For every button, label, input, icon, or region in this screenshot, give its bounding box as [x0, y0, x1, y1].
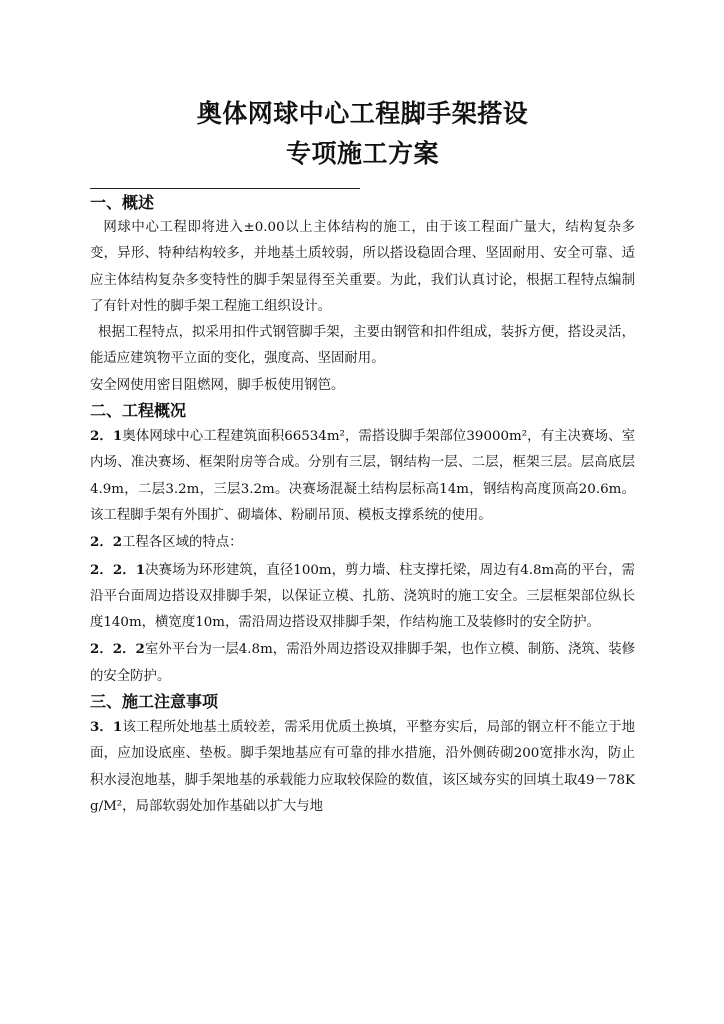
- project-paragraph-2-2-1: [90, 557, 635, 637]
- overview-paragraph-3: 安全网使用密目阻燃网，脚手板使用钢笆。: [90, 377, 345, 393]
- clause-number: 2．1: [90, 428, 123, 445]
- clause-text: 决赛场为环形建筑，直径100m，剪力墙、柱支撑托梁，周边有4.8m高的平台，需沿平台面周边搭设双排脚手架，以保证立模、扎筋、浇筑时的施工安全。三层框架部位纵长度140m，横宽度10m，需沿周边搭设双排脚手架，作结构施工及装修时的安全防护。: [90, 562, 636, 631]
- section-heading-precautions: 三、施工注意事项: [90, 692, 219, 712]
- overview-paragraph-2: 根据工程特点，拟采用扣件式钢管脚手架，主要由钢管和扣件组成，装拆方便，搭设灵活，能适应建筑物平立面的变化，强度高、坚固耐用。: [90, 325, 635, 367]
- project-paragraph-2-2: [90, 529, 635, 556]
- section-heading-overview: 一、概述: [90, 193, 155, 212]
- clause-text: 该工程所处地基土质较差，需采用优质土换填，平整夯实后，局部的钢立杆不能立于地面，应加设底座、垫板。脚手架地基应有可靠的排水措施，沿外侧砖砌200宽排水沟，防止积水浸泡地基，脚手架地基的承载能力应取较保险的数值，该区域夯实的回填土取49－78Kg/M²，局部软弱处加作基础以扩大与地: [90, 720, 635, 814]
- clause-text: 奥体网球中心工程建筑面积66534m²，需搭设脚手架部位39000m²，有主决赛场、室内场、准决赛场、框架附房等合成。分别有三层，钢结构一层、二层，框架三层。层高底层4.9m，二层3.2m，三层3.2m。决赛场混凝土结构层标高14m，钢结构高度顶高20.6m。该工程脚手架有外围扩、砌墙体、粉刷吊顶、模板支撑系统的使用。: [90, 429, 635, 523]
- clause-number: 2．2．1: [90, 561, 146, 578]
- clause-number: 2．2．2: [90, 641, 145, 658]
- document-title-line1: 奥体网球中心工程脚手架搭设: [196, 99, 529, 128]
- clause-text: 室外平台为一层4.8m，需沿外周边搭设双排脚手架，也作立模、制筋、浇筑、装修的安全防护。: [90, 642, 635, 684]
- precautions-paragraph-3-1: [90, 714, 635, 820]
- clause-text: 工程各区域的特点：: [122, 535, 243, 551]
- project-paragraph-2-1: [90, 423, 635, 529]
- clause-number: 3．1: [90, 719, 123, 736]
- project-paragraph-2-2-2: [90, 636, 635, 690]
- title-divider: [90, 188, 360, 189]
- document-title-line2: 专项施工方案: [285, 139, 439, 168]
- clause-number: 2．2: [90, 534, 123, 551]
- overview-paragraph-1: 网球中心工程即将进入±0.00以上主体结构的施工，由于该工程面广量大，结构复杂多变，异形、特种结构较多，并地基土质较弱，所以搭设稳固合理、坚固耐用、安全可靠、适应主体结构复杂多变特性的脚手架显得至关重要。为此，我们认真讨论，根据工程特点编制了有针对性的脚手架工程施工组织设计。: [90, 220, 635, 314]
- document-page: [90, 94, 635, 820]
- section-heading-project: 二、工程概况: [90, 401, 187, 421]
